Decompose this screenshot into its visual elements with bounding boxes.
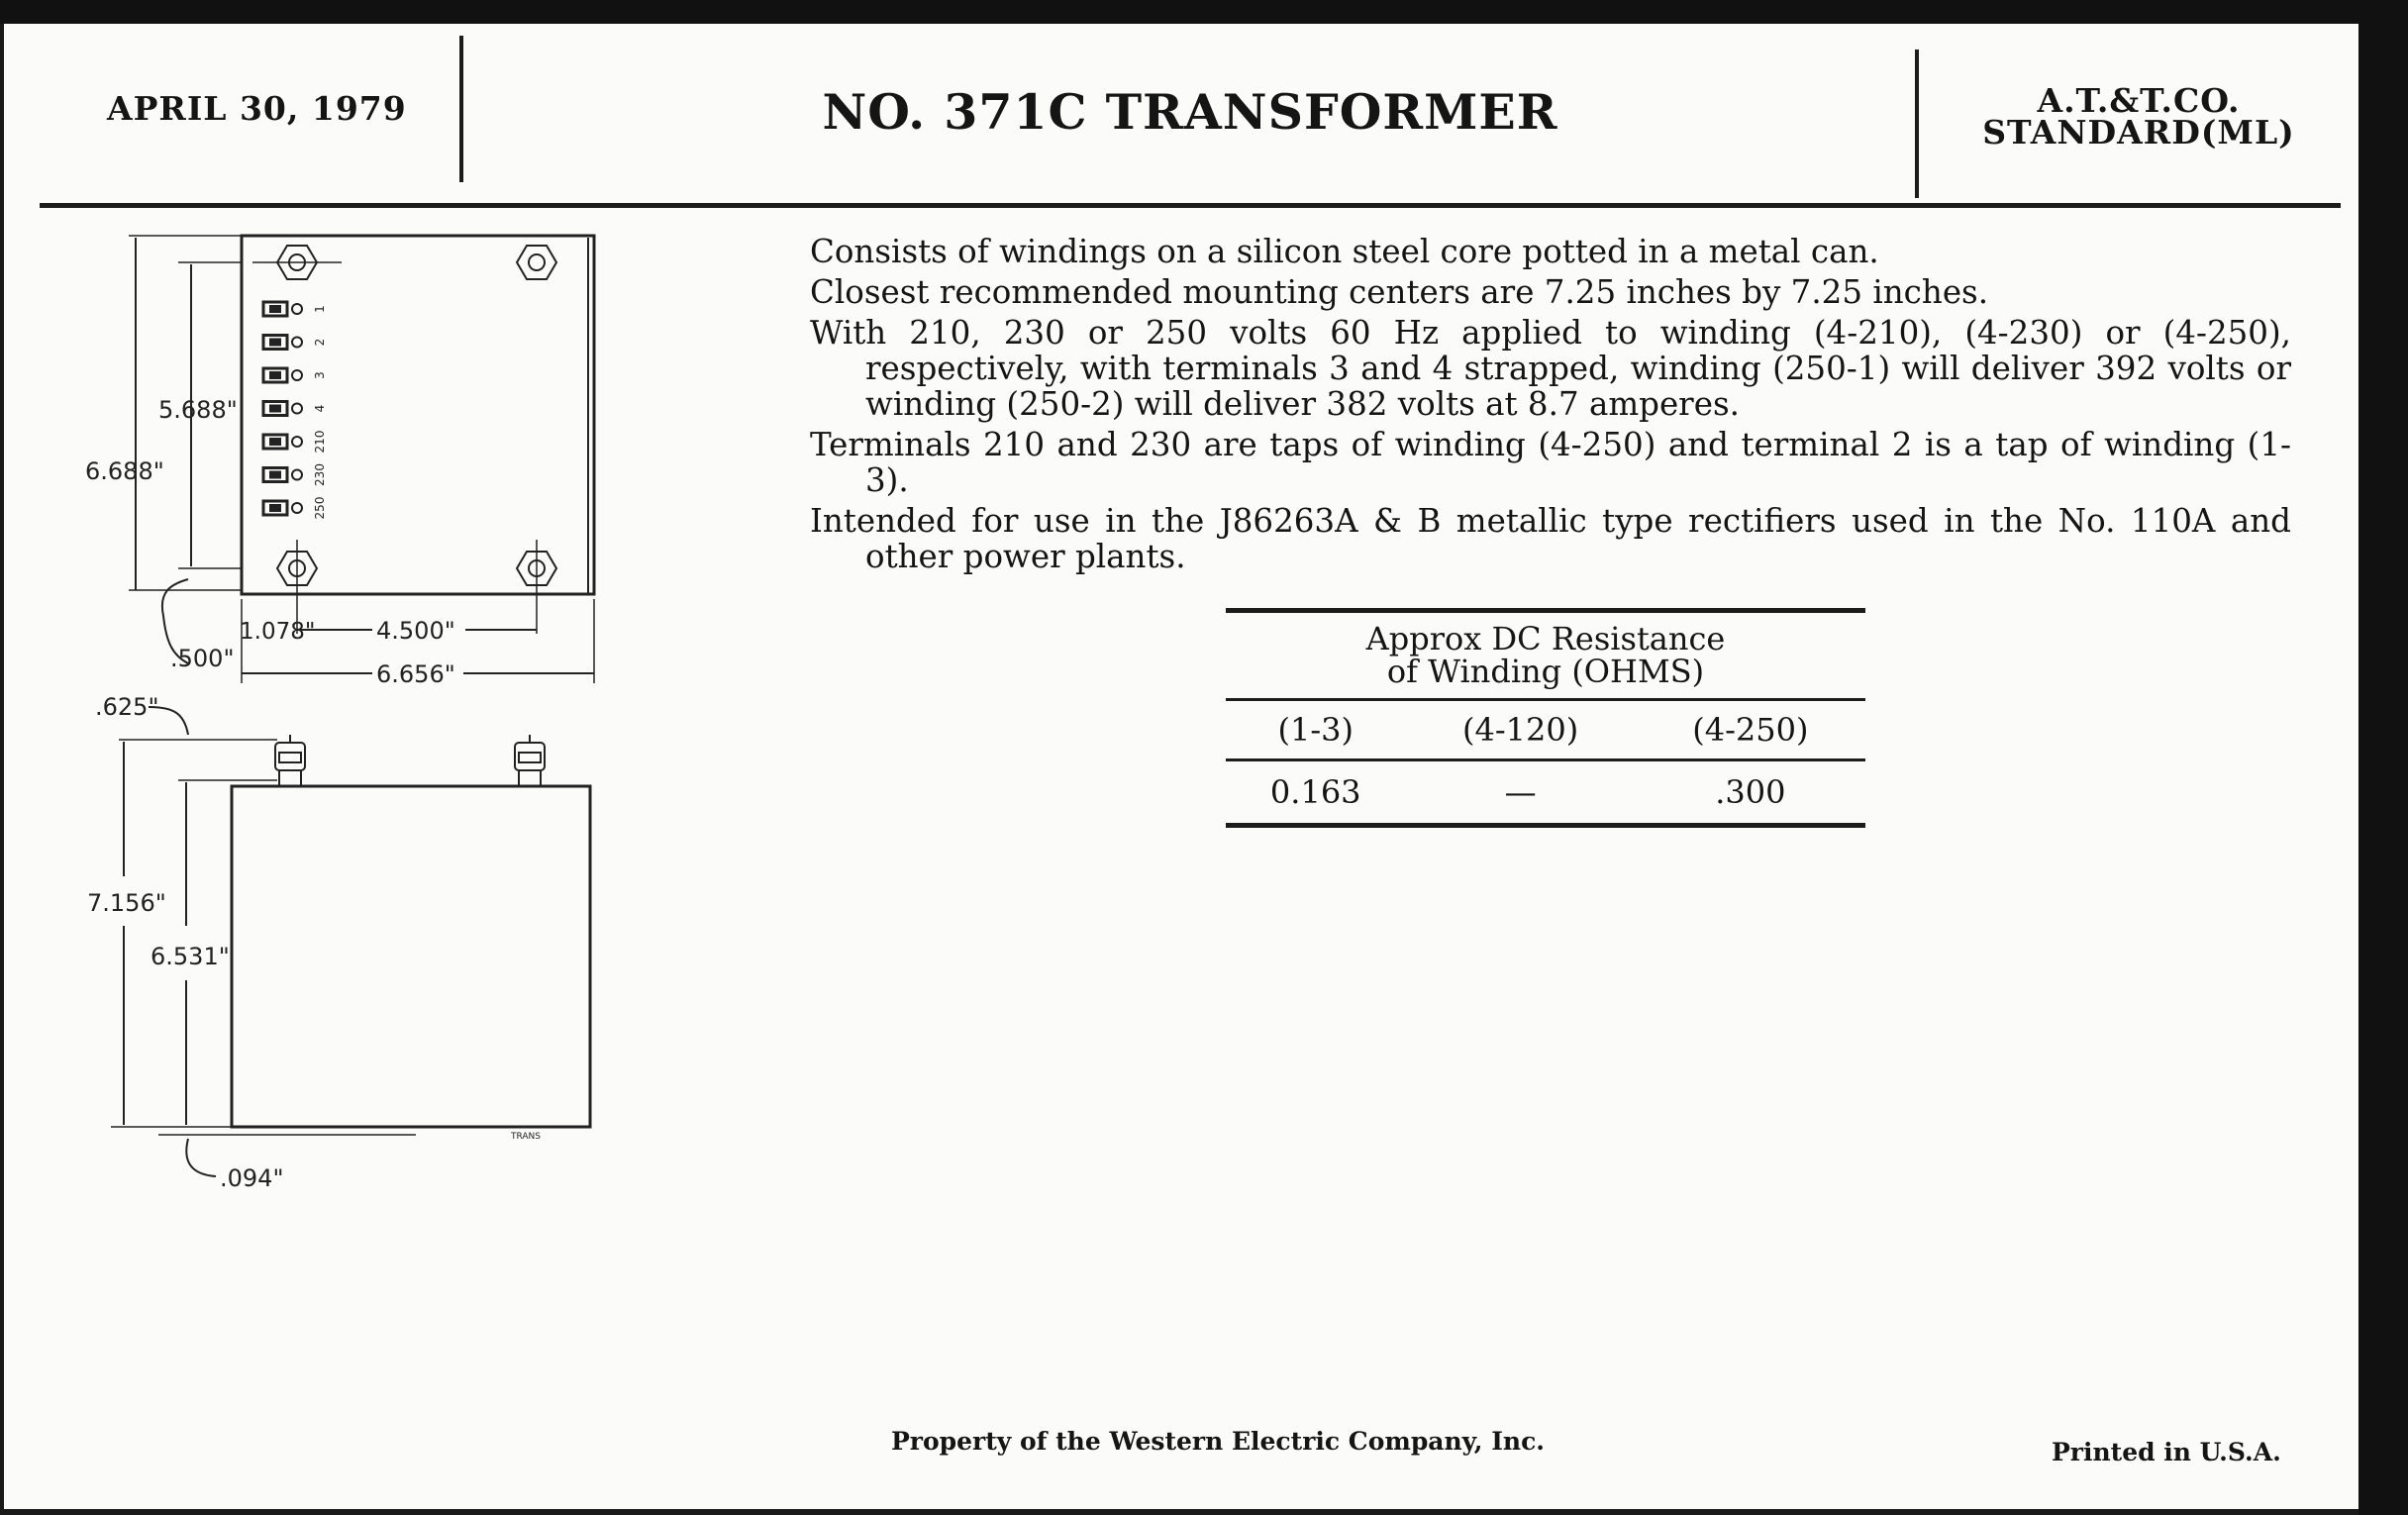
resistance-title-line: Approx DC Resistance	[1365, 620, 1726, 657]
description-paragraph: Terminals 210 and 230 are taps of winding (4-250) and terminal 2 is a tap of winding (1-3).	[810, 426, 2291, 499]
column-header: (1-3)	[1226, 700, 1405, 760]
table-cell: .300	[1636, 760, 1865, 826]
mounting-nut-icon	[517, 540, 556, 634]
side-view	[87, 693, 590, 1192]
terminal-lug-hole	[270, 406, 280, 412]
terminal-stud-icon	[275, 735, 305, 786]
terminal-lug-hole	[270, 505, 280, 511]
description-paragraph: Intended for use in the J86263A & B metallic type rectifiers used in the No. 110A and other power plants.	[810, 502, 2291, 575]
terminal-label: 230	[313, 463, 327, 486]
description-paragraph: Closest recommended mounting centers are 7.25 inches by 7.25 inches.	[810, 273, 1989, 311]
terminal-screw	[292, 470, 302, 480]
terminal-lug-hole	[270, 372, 280, 378]
issue-date: APRIL 30, 1979	[107, 89, 407, 128]
table-cell: 0.163	[1226, 760, 1405, 826]
org-standard: STANDARD(ML)	[1982, 113, 2295, 152]
terminal-lug-hole	[270, 472, 280, 478]
dim-label: 6.531"	[150, 943, 230, 970]
top-view	[85, 236, 594, 688]
table-cell: —	[1405, 760, 1635, 826]
terminal-lug-hole	[270, 439, 280, 445]
dim-label: 6.688"	[85, 457, 164, 485]
terminal-stud-icon	[515, 735, 545, 786]
terminal-lug-hole	[270, 340, 280, 346]
org-name: A.T.&T.CO.	[2037, 81, 2241, 120]
terminal-label: 2	[313, 338, 327, 347]
terminal-label: 4	[313, 404, 327, 413]
terminal-lug-hole	[270, 306, 280, 312]
can-outline	[242, 236, 594, 594]
footer-printed: Printed in U.S.A.	[2052, 1438, 2281, 1466]
resistance-title-line: of Winding (OHMS)	[1386, 653, 1705, 690]
dim-label: 5.688"	[158, 396, 238, 424]
drawing-code: TRANS	[511, 1132, 541, 1142]
terminal-screw	[292, 404, 302, 414]
terminal-screw	[292, 437, 302, 447]
terminal-label: 250	[313, 496, 327, 520]
dim-label: .094"	[220, 1164, 284, 1192]
dim-label: .500"	[170, 645, 235, 672]
terminal-screw	[292, 370, 302, 380]
terminal-screw	[292, 338, 302, 348]
terminal-block	[263, 302, 327, 519]
column-header: (4-250)	[1636, 700, 1865, 760]
dim-label: 1.078"	[240, 619, 316, 645]
can-side-outline	[232, 786, 590, 1127]
dim-label: 4.500"	[376, 617, 455, 645]
dim-label: 7.156"	[87, 889, 166, 917]
description-paragraph: With 210, 230 or 250 volts 60 Hz applied to winding (4-210), (4-230) or (4-250), respectively, with terminals 3 and 4 strapped, winding (250-1) will deliver 392 volts or winding (250-2) will deliver 382 volts at 8.7 amperes.	[810, 314, 2291, 423]
page-title: NO. 371C TRANSFORMER	[822, 83, 1558, 141]
dim-label: 6.656"	[376, 660, 455, 688]
footer-property: Property of the Western Electric Company, Inc.	[891, 1427, 1546, 1456]
terminal-label: 1	[313, 305, 327, 313]
terminal-label: 210	[313, 430, 327, 454]
column-header: (4-120)	[1405, 700, 1635, 760]
mounting-nut-icon	[517, 246, 556, 279]
description-paragraph: Consists of windings on a silicon steel core potted in a metal can.	[810, 233, 1879, 270]
terminal-screw	[292, 503, 302, 513]
terminal-label: 3	[313, 371, 327, 379]
terminal-screw	[292, 304, 302, 314]
dim-label: .625"	[95, 693, 159, 721]
mounting-nut-icon	[252, 246, 342, 279]
